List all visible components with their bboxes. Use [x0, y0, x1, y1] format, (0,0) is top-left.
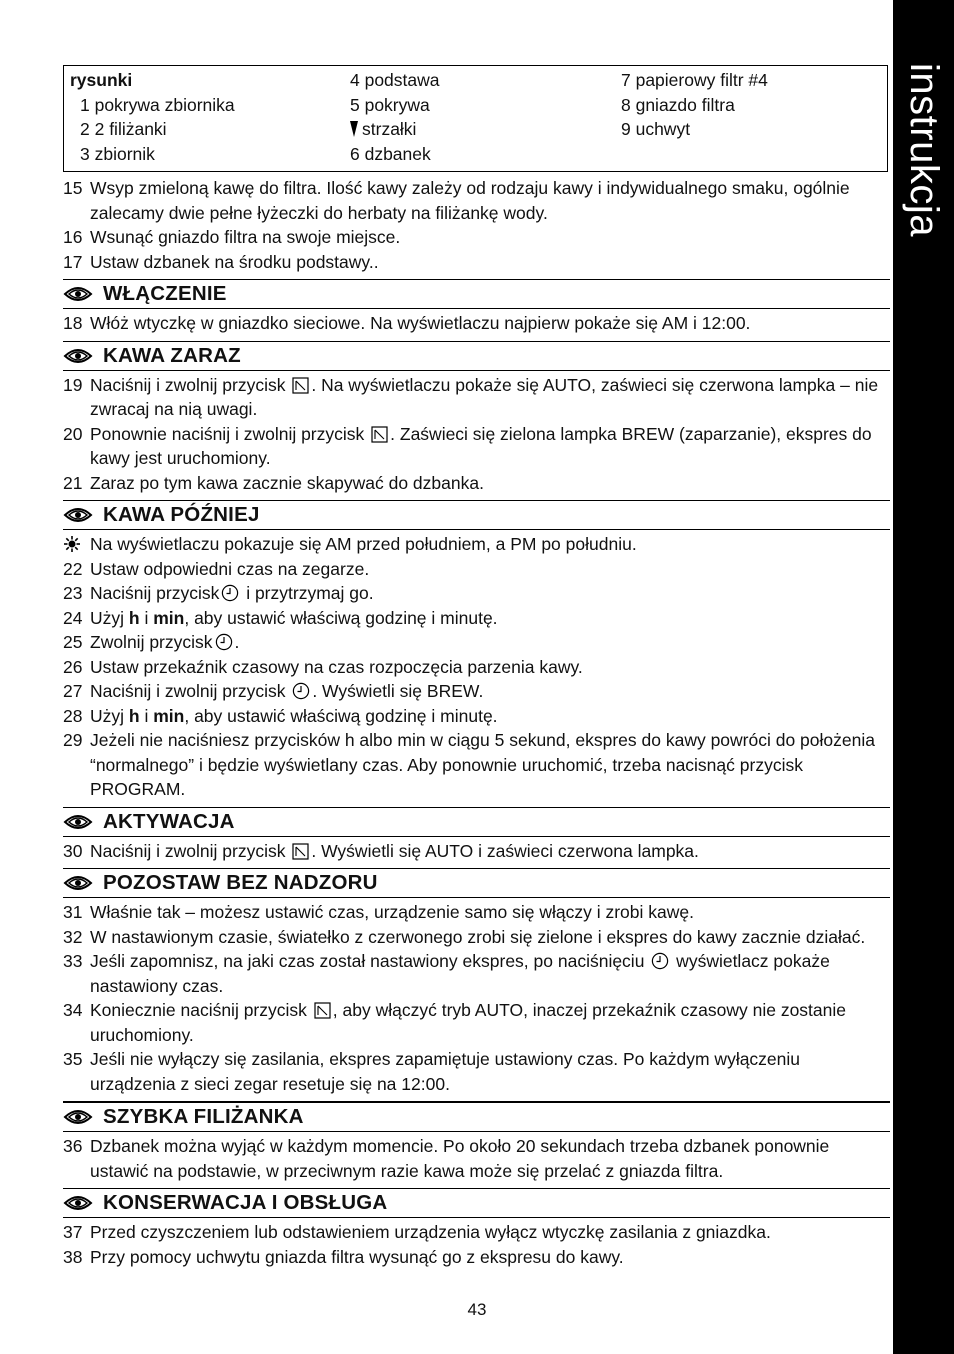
- section-heading: [63, 868, 890, 898]
- eye-icon: [63, 284, 93, 304]
- step-number: 29: [63, 730, 83, 750]
- clock-icon: [221, 584, 239, 602]
- sidebar-title: instrukcja: [902, 63, 946, 237]
- step-number: 16: [63, 227, 83, 247]
- step-28: [63, 704, 890, 729]
- step-number: 20: [63, 423, 83, 444]
- step-38: [63, 1245, 890, 1270]
- step-text: Ustaw przekaźnik czasowy na czas rozpoczęcia parzenia kawy.: [90, 656, 583, 677]
- step-text: Ponownie naciśnij i zwolnij przycisk: [90, 423, 365, 444]
- legend-item-label: strzałki: [362, 119, 417, 139]
- legend-item: 9 uchwyt: [621, 119, 691, 139]
- section-heading: [63, 279, 890, 309]
- step-23: [63, 581, 890, 606]
- section-title: POZOSTAW BEZ NADZORU: [103, 871, 378, 894]
- legend-item: 8 gniazdo filtra: [621, 94, 735, 115]
- legend-item: 2 2 filiżanki: [80, 119, 167, 139]
- legend-item: [350, 117, 440, 142]
- legend-item: 1 pokrywa zbiornika: [80, 94, 235, 115]
- step-34: [63, 998, 890, 1047]
- auto-button-icon: [314, 1002, 331, 1019]
- step-text: Na wyświetlaczu pokazuje się AM przed południem, a PM po południu.: [90, 534, 637, 554]
- step-25: [63, 630, 890, 655]
- section-heading: [63, 341, 890, 371]
- step-number: 38: [63, 1246, 83, 1267]
- step-text: Ustaw dzbanek na środku podstawy..: [90, 251, 379, 272]
- step-text: . Wyświetli się BREW.: [312, 681, 484, 701]
- step-number: 17: [63, 251, 83, 272]
- legend-heading: rysunki: [70, 70, 133, 90]
- eye-icon: [63, 1107, 93, 1127]
- eye-icon: [63, 873, 93, 893]
- step-27: [63, 679, 890, 704]
- sun-icon: [63, 535, 81, 553]
- step-text: , aby ustawić właściwą godzinę i minutę.: [184, 607, 498, 628]
- figures-legend: [63, 65, 888, 172]
- step-text: , aby ustawić właściwą godzinę i minutę.: [184, 705, 498, 726]
- step-number: 35: [63, 1049, 83, 1069]
- step-text: Naciśnij i zwolnij przycisk: [90, 681, 291, 701]
- step-30: [63, 839, 890, 864]
- note: [63, 532, 890, 557]
- step-text: Przed czyszczeniem lub odstawieniem urządzenia wyłącz wtyczkę zasilania z gniazdka.: [90, 1222, 771, 1242]
- step-text: Dzbanek można wyjąć w każdym momencie. Po około 20 sekundach trzeba dzbanek ponownie ustawić na podstawie, w przeciwnym razie kawa może się przelać z gniazda filtra.: [90, 1136, 830, 1181]
- legend-item: 5 pokrywa: [350, 94, 430, 115]
- step-text: Koniecznie naciśnij przycisk: [90, 1000, 307, 1020]
- eye-icon: [63, 346, 93, 366]
- step-20: [63, 422, 890, 471]
- step-26: [63, 655, 890, 680]
- step-number: 24: [63, 607, 83, 628]
- step-number: 19: [63, 374, 83, 395]
- section-heading: [63, 1188, 890, 1218]
- step-text: , aby włączyć tryb AUTO, inaczej przekaźnik czasowy nie zostanie uruchomiony.: [90, 1000, 846, 1045]
- section-heading: [63, 1101, 890, 1132]
- section-title: KAWA ZARAZ: [103, 343, 241, 367]
- step-text: Naciśnij i zwolnij przycisk: [90, 840, 286, 861]
- section-title: WŁĄCZENIE: [103, 282, 227, 305]
- step-16: [63, 225, 890, 250]
- step-number: 36: [63, 1136, 83, 1156]
- step-number: 30: [63, 840, 83, 861]
- legend-column: [350, 68, 440, 166]
- eye-icon: [63, 1193, 93, 1213]
- step-text: Wsyp zmieloną kawę do filtra. Ilość kawy zależy od rodzaju kawy i indywidualnego smaku, ogólnie zalecamy dwie pełne łyżeczki do herbaty na filiżankę wody.: [90, 178, 850, 223]
- step-number: 31: [63, 902, 83, 922]
- step-text: Naciśnij przycisk: [90, 583, 220, 603]
- step-text: Właśnie tak – możesz ustawić czas, urządzenie samo się włączy i zrobi kawę.: [90, 902, 694, 922]
- step-15: [63, 176, 890, 225]
- legend-item: 6 dzbanek: [350, 143, 431, 164]
- step-text: i przytrzymaj go.: [241, 583, 374, 603]
- step-text: i: [139, 607, 154, 628]
- arrow-icon: [350, 121, 358, 137]
- step-33: [63, 949, 890, 998]
- clock-icon: [292, 682, 310, 700]
- step-number: 21: [63, 472, 83, 493]
- legend-item: 4 podstawa: [350, 70, 440, 90]
- step-29: [63, 728, 890, 802]
- step-36: [63, 1134, 890, 1183]
- step-number: 34: [63, 1000, 83, 1020]
- step-number: 23: [63, 583, 83, 603]
- step-text: Naciśnij i zwolnij przycisk: [90, 374, 286, 395]
- step-text: Zaraz po tym kawa zacznie skapywać do dzbanka.: [90, 472, 484, 493]
- step-text: W nastawionym czasie, światełko z czerwonego zrobi się zielone i ekspres do kawy zacznie działać.: [90, 926, 866, 947]
- min-button-label: min: [153, 705, 185, 726]
- legend-item: 3 zbiornik: [80, 143, 155, 164]
- step-number: 33: [63, 951, 83, 971]
- step-text: Przy pomocy uchwytu gniazda filtra wysunąć go z ekspresu do kawy.: [90, 1246, 624, 1267]
- step-number: 26: [63, 656, 83, 677]
- step-21: [63, 471, 890, 496]
- step-24: [63, 606, 890, 631]
- step-number: 28: [63, 705, 83, 726]
- section-title: SZYBKA FILIŻANKA: [103, 1105, 304, 1128]
- clock-icon: [651, 952, 669, 970]
- section-heading: [63, 500, 890, 530]
- step-text: . Zaświeci się zielona lampka BREW (zaparzanie), ekspres do kawy jest uruchomiony.: [90, 423, 872, 468]
- section-heading: [63, 807, 890, 837]
- step-31: [63, 900, 890, 925]
- auto-button-icon: [292, 377, 309, 394]
- legend-column: [70, 68, 235, 166]
- step-text: Jeśli zapomnisz, na jaki czas został nastawiony ekspres, po naciśnięciu: [90, 951, 645, 971]
- legend-item: 7 papierowy filtr #4: [621, 70, 768, 90]
- step-17: [63, 250, 890, 275]
- section-title: KAWA PÓŹNIEJ: [103, 503, 260, 526]
- step-text: . Na wyświetlaczu pokaże się AUTO, zaświeci się czerwona lampka – nie zwracaj na nią uwagi.: [90, 374, 879, 419]
- section-title: AKTYWACJA: [103, 809, 235, 833]
- step-text: Jeśli nie wyłączy się zasilania, ekspres zapamiętuje ustawiony czas. Po każdym wyłączeniu urządzenia z sieci zegar resetuje się na 12:00.: [90, 1049, 801, 1094]
- step-18: [63, 311, 890, 336]
- section-title: KONSERWACJA I OBSŁUGA: [103, 1191, 388, 1214]
- step-number: 25: [63, 632, 83, 652]
- step-22: [63, 557, 890, 582]
- step-37: [63, 1220, 890, 1245]
- auto-button-icon: [371, 426, 388, 443]
- step-19: [63, 373, 890, 422]
- clock-icon: [215, 633, 233, 651]
- h-button-label: h: [128, 607, 140, 628]
- step-text: Użyj: [90, 607, 129, 628]
- step-text: wyświetlacz pokaże nastawiony czas.: [90, 951, 830, 996]
- page-number: 43: [467, 1300, 487, 1319]
- step-number: 18: [63, 313, 83, 333]
- step-number: 27: [63, 681, 83, 701]
- eye-icon: [63, 812, 93, 832]
- step-35: [63, 1047, 890, 1096]
- step-text: Włóż wtyczkę w gniazdko sieciowe. Na wyświetlaczu najpierw pokaże się AM i 12:00.: [90, 313, 751, 333]
- step-text: Wsunąć gniazdo filtra na swoje miejsce.: [90, 227, 401, 247]
- instructions: [63, 176, 890, 1269]
- step-number: 22: [63, 558, 83, 579]
- min-button-label: min: [153, 607, 185, 628]
- step-text: i: [139, 705, 154, 726]
- step-text: Użyj: [90, 705, 129, 726]
- step-text: Zwolnij przycisk: [90, 632, 213, 652]
- h-button-label: h: [128, 705, 140, 726]
- step-text: .: [234, 632, 240, 652]
- step-32: [63, 925, 890, 950]
- step-text: . Wyświetli się AUTO i zaświeci czerwona lampka.: [311, 840, 699, 861]
- step-number: 32: [63, 926, 83, 947]
- eye-icon: [63, 505, 93, 525]
- auto-button-icon: [292, 843, 309, 860]
- step-text: Ustaw odpowiedni czas na zegarze.: [90, 558, 370, 579]
- legend-column: [621, 68, 768, 142]
- step-number: 15: [63, 178, 83, 198]
- step-number: 37: [63, 1222, 83, 1242]
- step-text: Jeżeli nie naciśniesz przycisków h albo min w ciągu 5 sekund, ekspres do kawy powróci do położenia “normalnego” i będzie wyświetlany czas. Aby ponownie uruchomić, trzeba nacisnąć przycisk PROGRAM.: [90, 730, 875, 799]
